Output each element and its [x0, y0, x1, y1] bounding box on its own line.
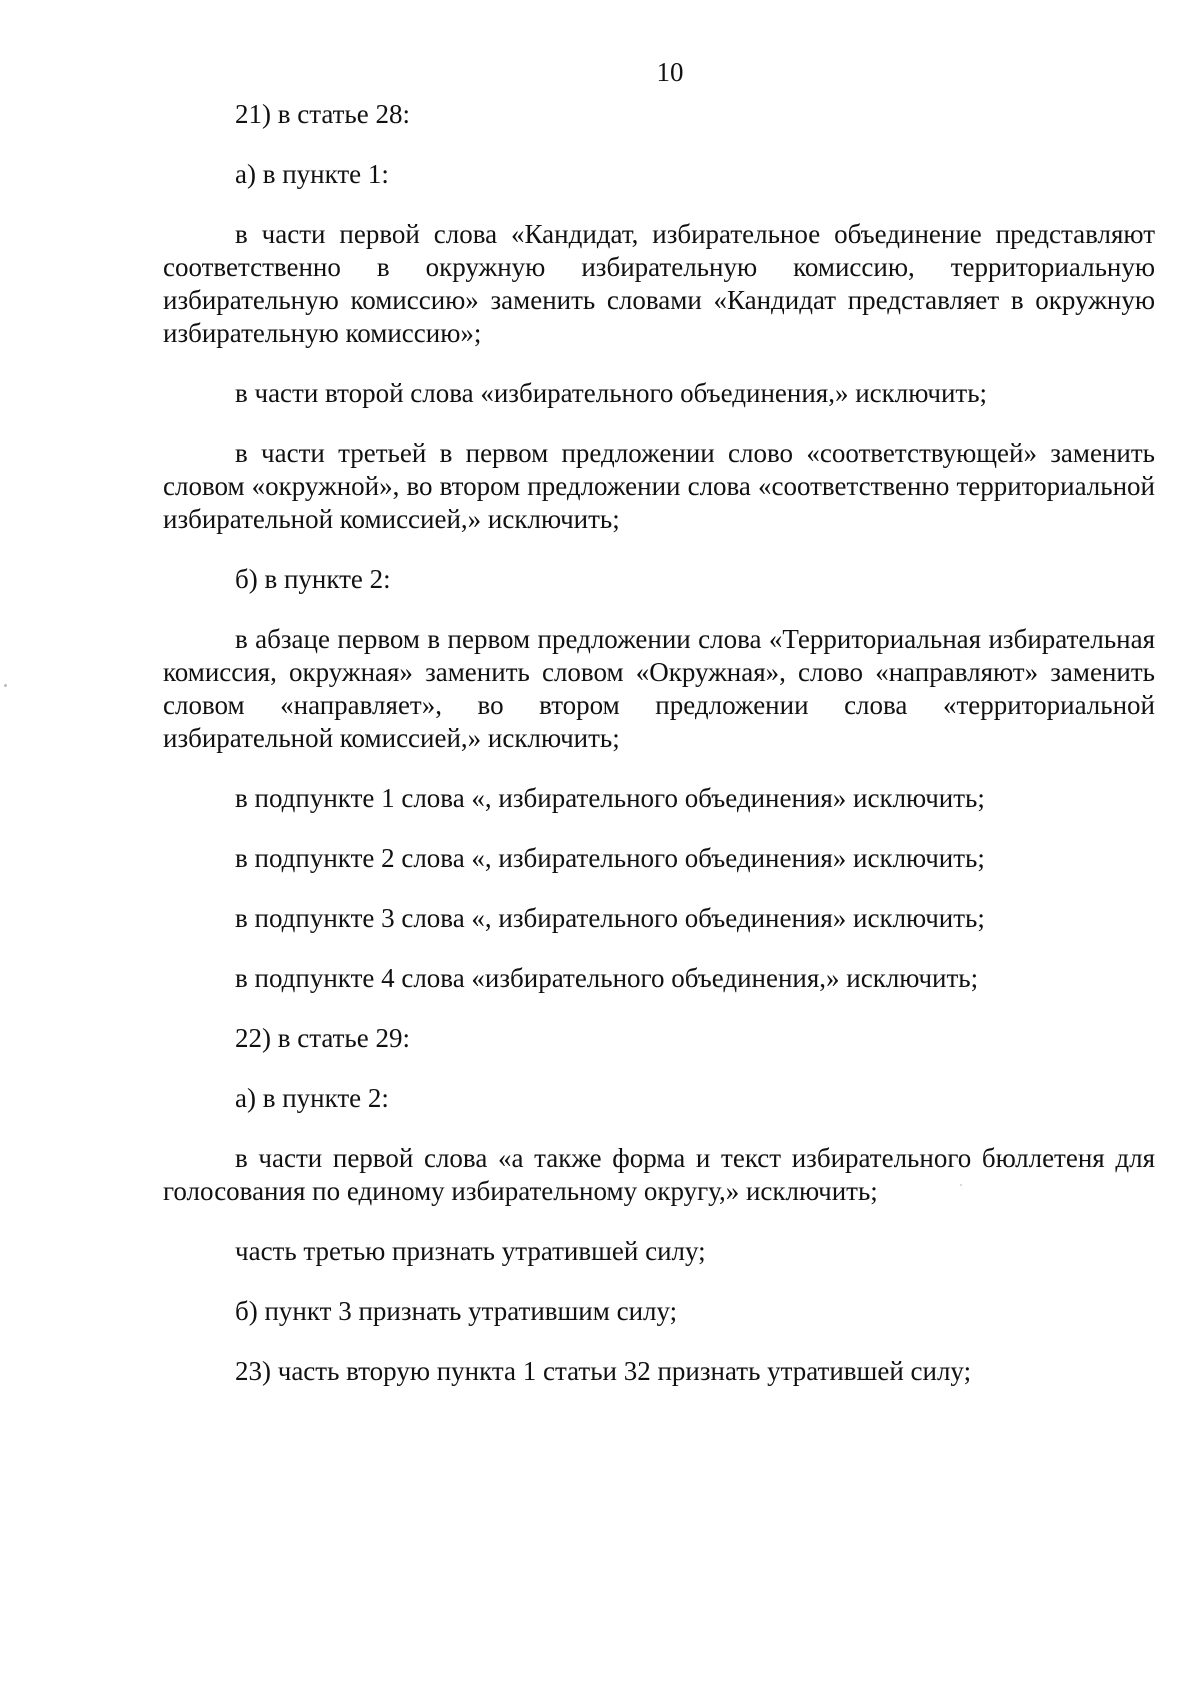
- paragraph-subpoint-3: в подпункте 3 слова «, избирательного объединения» исключить;: [235, 903, 985, 933]
- paragraph-part-three-2: часть третью признать утратившей силу;: [235, 1236, 706, 1266]
- scan-artifact: [4, 684, 7, 687]
- paragraph-subpoint-2: в подпункте 2 слова «, избирательного объединения» исключить;: [235, 843, 985, 873]
- paragraph-part-one: в части первой слова «Кандидат, избирательное объединение представляют соответственно в окружную избирательную комиссию, территориальную избирательную комиссию» заменить словами «Кандидат представляет в окружную избирательную комиссию»;: [163, 219, 1155, 348]
- subitem-b-heading: б) в пункте 2:: [235, 564, 391, 594]
- paragraph-part-one-2: в части первой слова «а также форма и текст избирательного бюллетеня для голосования по единому избирательному округу,» исключить;: [163, 1143, 1155, 1206]
- subitem-a-heading: а) в пункте 1:: [235, 159, 389, 189]
- paragraph-abzac-one: в абзаце первом в первом предложении слова «Территориальная избирательная комиссия, окружная» заменить словом «Окружная», слово «направляют» заменить словом «направляет», во втором предложении слова «территориальной избирательной комиссией,» исключить;: [163, 624, 1155, 753]
- paragraph-subpoint-1: в подпункте 1 слова «, избирательного объединения» исключить;: [235, 783, 985, 813]
- scan-artifact: [960, 1184, 962, 1186]
- document-body: [163, 98, 1155, 1388]
- paragraph-part-two: в части второй слова «избирательного объединения,» исключить;: [235, 378, 988, 408]
- item-22-heading: 22) в статье 29:: [235, 1023, 410, 1053]
- item-23: 23) часть вторую пункта 1 статьи 32 признать утратившей силу;: [235, 1356, 972, 1386]
- page-number: 10: [656, 57, 684, 87]
- paragraph-subpoint-4: в подпункте 4 слова «избирательного объединения,» исключить;: [235, 963, 979, 993]
- subitem-a-heading-2: а) в пункте 2:: [235, 1083, 389, 1113]
- item-21-heading: 21) в статье 28:: [235, 99, 410, 129]
- paragraph-part-three: в части третьей в первом предложении слово «соответствующей» заменить словом «окружной», во втором предложении слова «соответственно территориальной избирательной комиссией,» исключить;: [163, 438, 1155, 534]
- subitem-b-point-3: б) пункт 3 признать утратившим силу;: [235, 1296, 678, 1326]
